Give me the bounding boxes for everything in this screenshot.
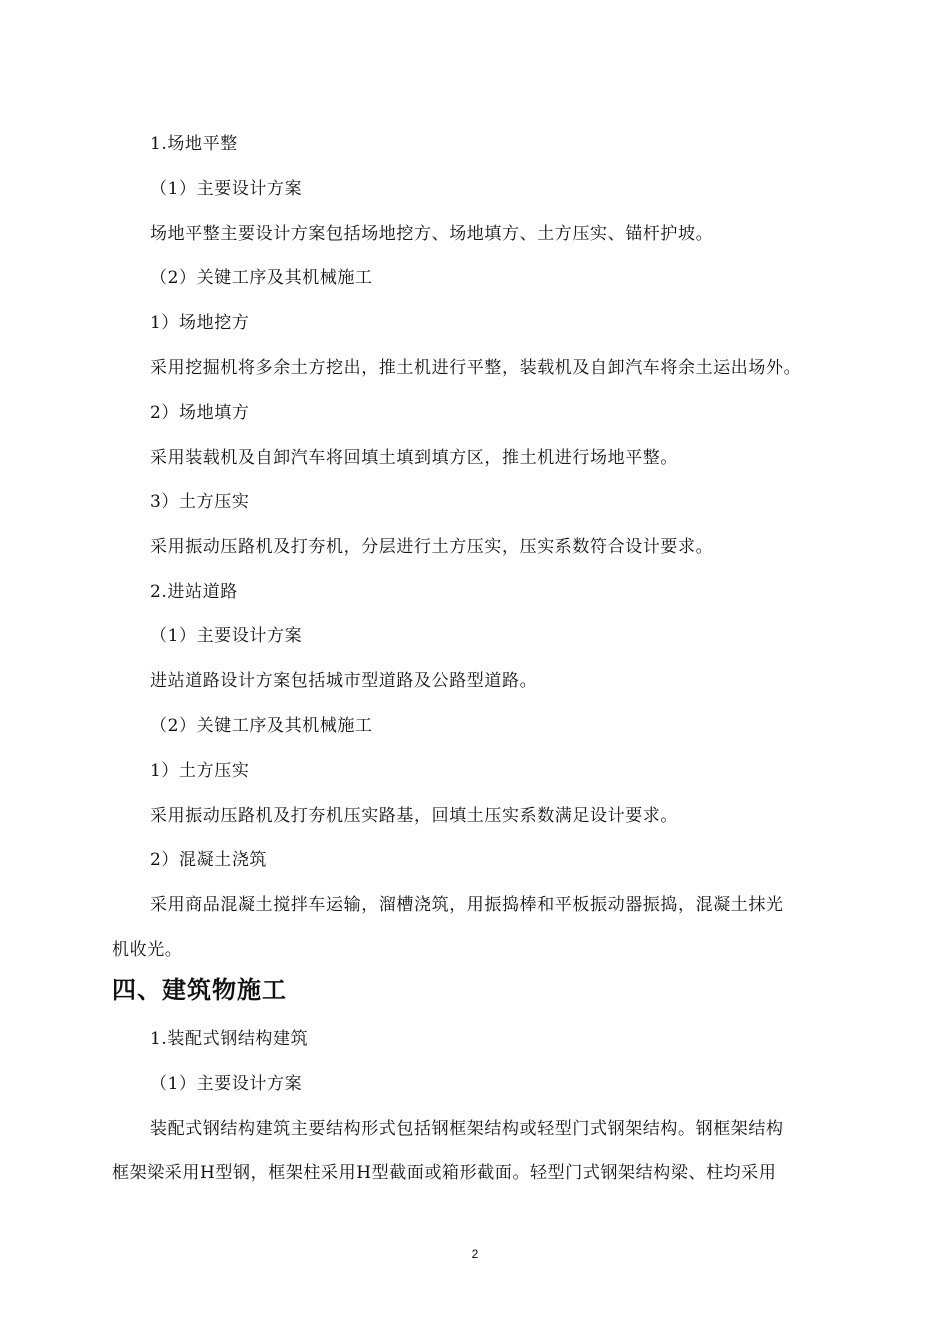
item-title: 3）土方压实 xyxy=(150,492,250,512)
chapter-heading: 四、建筑物施工 xyxy=(112,976,287,1004)
item-title: 1）场地挖方 xyxy=(150,313,250,333)
paragraph: 场地平整主要设计方案包括场地挖方、场地填方、土方压实、锚杆护坡。 xyxy=(150,224,714,244)
item-title: 2）混凝土浇筑 xyxy=(150,850,268,870)
section-title-access-road: 2.进站道路 xyxy=(150,582,238,602)
subsection-title: （2）关键工序及其机械施工 xyxy=(150,716,373,736)
paragraph: 装配式钢结构建筑主要结构形式包括钢框架结构或轻型门式钢架结构。钢框架结构 xyxy=(150,1119,784,1139)
paragraph: 进站道路设计方案包括城市型道路及公路型道路。 xyxy=(150,671,538,691)
item-title: 1）土方压实 xyxy=(150,761,250,781)
paragraph-continuation: 机收光。 xyxy=(112,940,183,960)
paragraph: 采用振动压路机及打夯机，分层进行土方压实，压实系数符合设计要求。 xyxy=(150,537,714,557)
paragraph: 采用挖掘机将多余土方挖出，推土机进行平整，装载机及自卸汽车将余土运出场外。 xyxy=(150,358,802,378)
paragraph: 采用商品混凝土搅拌车运输，溜槽浇筑，用振捣棒和平板振动器振捣，混凝土抹光 xyxy=(150,895,784,915)
item-title: 2）场地填方 xyxy=(150,403,250,423)
subsection-title: （1）主要设计方案 xyxy=(150,179,303,199)
paragraph: 采用装载机及自卸汽车将回填土填到填方区，推土机进行场地平整。 xyxy=(150,448,678,468)
section-title-site-leveling: 1.场地平整 xyxy=(150,134,238,154)
paragraph: 采用振动压路机及打夯机压实路基，回填土压实系数满足设计要求。 xyxy=(150,806,678,826)
subsection-title: （1）主要设计方案 xyxy=(150,626,303,646)
subsection-title: （2）关键工序及其机械施工 xyxy=(150,268,373,288)
subsection-title: （1）主要设计方案 xyxy=(150,1074,303,1094)
section-title-steel-building: 1.装配式钢结构建筑 xyxy=(150,1029,309,1049)
paragraph-continuation: 框架梁采用H型钢，框架柱采用H型截面或箱形截面。轻型门式钢架结构梁、柱均采用 xyxy=(112,1163,777,1183)
page-number: 2 xyxy=(471,1247,479,1261)
